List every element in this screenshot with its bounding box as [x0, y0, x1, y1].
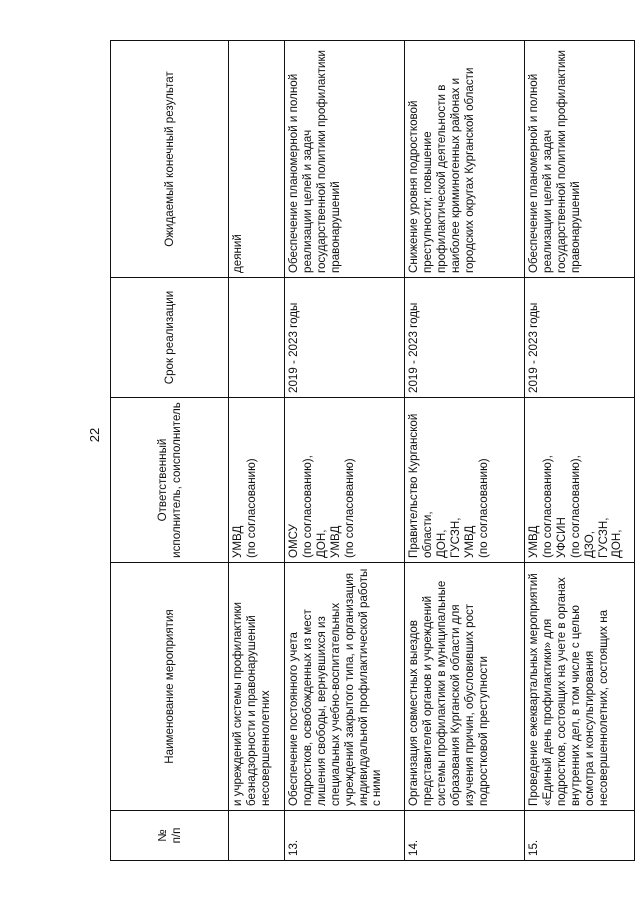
table-header-row	[111, 41, 229, 861]
row-number: 15.	[525, 811, 635, 861]
row-result: Обеспечение планомерной и полной реализации целей и задач государственной политики профилактики правонарушений	[285, 41, 405, 278]
table-row	[525, 41, 635, 861]
row-activity: и учреждений системы профилактики безнадзорности и правонарушений несовершеннолетних	[229, 563, 285, 811]
row-period	[229, 278, 285, 398]
header-result: Ожидаемый конечный результат	[111, 41, 229, 278]
row-result: деяний	[229, 41, 285, 278]
header-activity: Наименование мероприятия	[111, 563, 229, 811]
row-activity: Проведение ежеквартальных мероприятий «Единый день профилактики» для подростков, состоящих на учете в органах внутренних дел, в том числе с целью осмотра и консультирования несовершеннолетних, состоящих на	[525, 563, 635, 811]
page-number: 22	[87, 427, 102, 443]
row-activity: Организация совместных выездов представителей органов и учреждений системы профилактики в муниципальные образования Курганской области для изучения причин, обусловивших рост подростковой преступности	[405, 563, 525, 811]
row-result: Снижение уровня подростковой преступности; повышение профилактической деятельности в наиболее криминогенных районах и городских округах Курганской области	[405, 41, 525, 278]
measures-table	[110, 40, 635, 861]
row-executor: УМВД (по согласованию), УФСИН (по согласованию), ДЗО, ГУСЗН, ДОН,	[525, 398, 635, 563]
row-period: 2019 - 2023 годы	[285, 278, 405, 398]
rotated-table-wrapper	[110, 41, 634, 861]
row-executor: Правительство Курганской области, ДОН, ГУСЗН, УМВД (по согласованию)	[405, 398, 525, 563]
row-result: Обеспечение планомерной и полной реализации целей и задач государственной политики профилактики правонарушений	[525, 41, 635, 278]
header-period: Срок реализации	[111, 278, 229, 398]
row-number	[229, 811, 285, 861]
row-activity: Обеспечение постоянного учета подростков, освобожденных из мест лишения свободы, вернувшихся из специальных учебно-воспитательных учреждений закрытого типа, и организация индивидуальной профилактической работы с ними	[285, 563, 405, 811]
row-executor: УМВД (по согласованию)	[229, 398, 285, 563]
row-period: 2019 - 2023 годы	[405, 278, 525, 398]
table-row	[229, 41, 285, 861]
row-period: 2019 - 2023 годы	[525, 278, 635, 398]
header-number: № п/п	[111, 811, 229, 861]
row-number: 13.	[285, 811, 405, 861]
table-row	[405, 41, 525, 861]
header-executor: Ответственный исполнитель, соисполнитель	[111, 398, 229, 563]
table-row	[285, 41, 405, 861]
row-number: 14.	[405, 811, 525, 861]
row-executor: ОМСУ (по согласованию), ДОН, УМВД (по согласованию)	[285, 398, 405, 563]
